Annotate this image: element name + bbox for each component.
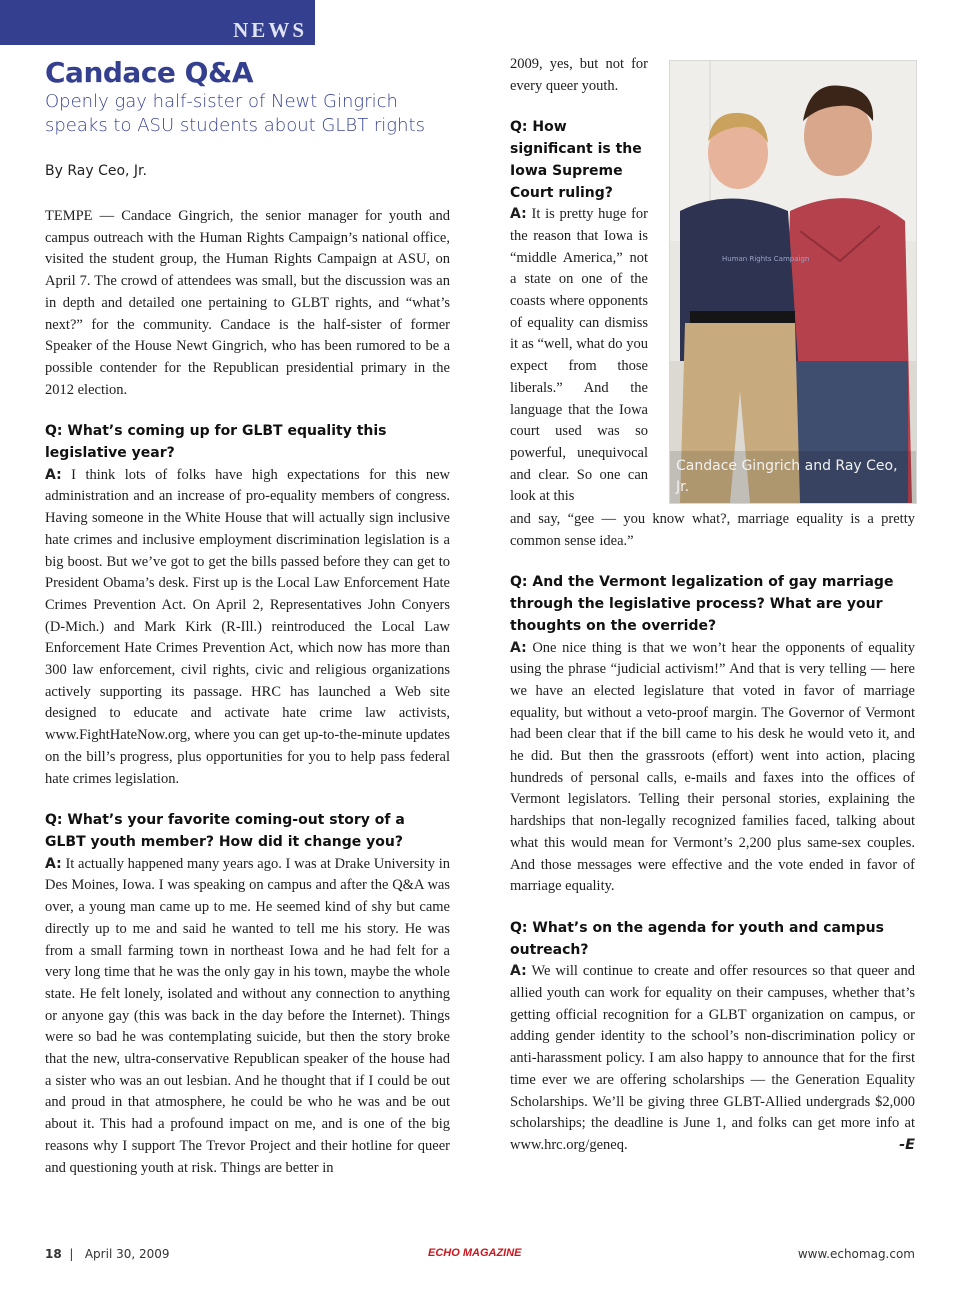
- answer-5: We will continue to create and offer resources so that queer and allied youth can work for equality on their campuses, whether that’s getting official recognition for a GLBT organization on campus, or adding gender identity to the school’s non-discrimination policy or anti-harassment policy. I am also happy to announce that for the first time ever we are offering scholarships — the Generation Equality Scholarships. We’ll be giving three GLBT-Allied undergrads $2,000 scholarships; the deadline is June 1, and folks can get more info at www.hrc.org/geneq.: [510, 963, 915, 1153]
- answer-4: One nice thing is that we won’t hear the opponents of equality using the phrase “judicial activism!” And that is very telling — here we have an elected legislature that voted in favor of marriage equality, but without a veto-proof margin. The Governor of Vermont had been clear that if the bill came to his desk he would veto it, and he did. But then the grassroots (effort) went into action, placing hundreds of personal calls, e-mails and faxes into the offices of Vermont legislators. Telling their personal stories, explaining the hardships that non-legally recognized families faced, talking about what this would mean for Vermont’s 2,200 plus same-sex couples. And those messages were effective and the vote ended in favor of marriage equality.: [510, 639, 916, 895]
- qa-block-1: [45, 421, 450, 790]
- answer-label: A:: [510, 206, 527, 223]
- question-3: Q: How significant is the Iowa Supreme Court ruling?: [510, 119, 642, 201]
- answer-2-continued: 2009, yes, but not for every queer youth.: [510, 56, 648, 94]
- right-column: [510, 509, 915, 1177]
- article-photo: [669, 60, 917, 504]
- right-column-narrow: [510, 54, 648, 508]
- footer-page-info: [45, 1247, 170, 1261]
- answer-label: A:: [45, 855, 62, 872]
- photo-illustration: [670, 61, 916, 503]
- qa-block-4: [510, 572, 915, 898]
- answer-3: It is pretty huge for the reason that Iowa is “middle America,” not a state on one of the coasts where opponents of equality can dismiss it as “well, what do you expect from those liberals.” And the language that the Iowa court used was so powerful, unequivocal and clear. So one can look at this: [510, 206, 649, 505]
- question-5: Q: What’s on the agenda for youth and campus outreach?: [510, 919, 884, 958]
- answer-3-continued: and say, “gee — you know what?, marriage equality is a pretty common sense idea.”: [510, 511, 915, 549]
- page-number: 18: [45, 1247, 62, 1261]
- article-subhead: Openly gay half-sister of Newt Gingrich speaks to ASU students about GLBT rights: [45, 91, 425, 136]
- answer-label: A:: [510, 963, 527, 980]
- issue-date: April 30, 2009: [84, 1247, 170, 1261]
- question-2: Q: What’s your favorite coming-out story of a GLBT youth member? How did it change you?: [45, 812, 405, 850]
- answer-2: It actually happened many years ago. I was at Drake University in Des Moines, Iowa. I was speaking on campus and after the Q&A was over, a young man came up to me. He seemed kind of shy but came directly up to me and said he wanted to tell me his story. He was from a small farming town in northeast Iowa and he had felt for a very long time that he was the only gay in his town, maybe the whole state. He felt lonely, isolated and without any connection to anything or anyone gay (this was back in the day before the Internet). Things were so bad he was contemplating suicide, but then the story broke that the new, ultra-conservative Republican speaker of the house had a sister who was an out lesbian. And he thought that if I could be out and proud in that atmosphere, he could be who he was and be out about it. This had a profound impact on me, and is one of the big reasons why I support The Trevor Project and their hotline for queer and questioning youth at risk. Things are better in: [45, 855, 451, 1176]
- page-footer: [45, 1247, 915, 1267]
- end-mark: -E: [899, 1136, 915, 1153]
- left-column: [45, 206, 450, 1199]
- question-1: Q: What’s coming up for GLBT equality this legislative year?: [45, 423, 387, 462]
- byline: By Ray Ceo, Jr.: [45, 163, 147, 179]
- photo-caption: Candace Gingrich and Ray Ceo, Jr.: [676, 458, 898, 495]
- qa-block-5: [510, 918, 915, 1157]
- magazine-name: ECHO MAGAZINE: [428, 1247, 522, 1259]
- section-banner: [0, 0, 315, 45]
- footer-separator: |: [69, 1247, 74, 1261]
- footer-url[interactable]: www.echomag.com: [797, 1247, 915, 1261]
- qa-block-2: [45, 810, 450, 1179]
- intro-paragraph: TEMPE — Candace Gingrich, the senior manager for youth and campus outreach with the Human Rights Campaign’s national office, visited the student group, the Human Rights Campaign at ASU, on April 7. The crowd of attendees was small, but the discussion was an in depth and detailed one pertaining to GLBT rights, and “what’s next?” for the community. Candace is the half-sister of former Speaker of the House Newt Gingrich, who has been rumored to be a possible contender for the Republican presidential primary in the 2012 election.: [45, 208, 450, 398]
- answer-1: I think lots of folks have high expectations for this new administration and an increase of pro-equality members of congress. Having someone in the White House that will actually sign inclusive hate crimes and inclusive employment discrimination legislation is a big boost. But we’ve got to get the bills passed before they can get to President Obama’s desk. First up is the Local Law Enforcement Hate Crimes Prevention Act. On April 2, Representatives John Conyers (D-Mich.) and Mark Kirk (R-Ill.) reintroduced the Local Law Enforcement Hate Crimes Prevention Act, which now has more than 300 law enforcement, civil rights, civic and religious organizations actively supporting its passage. HRC has launched a Web site designed to educate and activate hate crime law activists, www.FightHateNow.org, where you can get up-to-the-minute updates on the bill’s progress, plus opportunities for you to help pass federal hate crimes legislation.: [45, 466, 450, 787]
- answer-label: A:: [510, 639, 527, 656]
- question-4: Q: And the Vermont legalization of gay marriage through the legislative process? What are your thoughts on the override?: [510, 574, 894, 634]
- section-label: NEWS: [233, 18, 307, 42]
- answer-label: A:: [45, 466, 62, 483]
- shirt-text: Human Rights Campaign: [722, 255, 810, 263]
- article-headline: Candace Q&A: [45, 56, 254, 89]
